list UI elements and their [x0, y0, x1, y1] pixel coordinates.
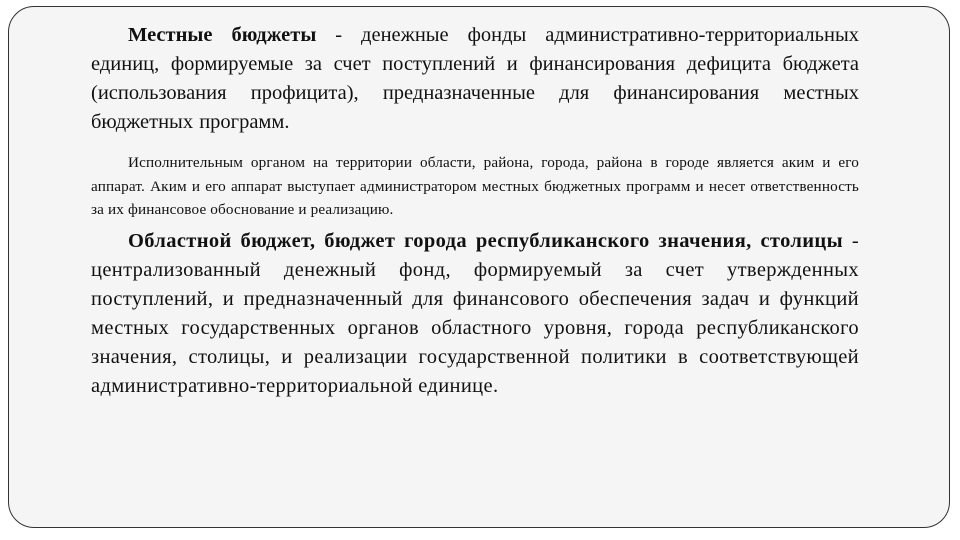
definition-regional-budget: - централизованный денежный фонд, формируемый за счет утвержденных поступлений, и предназначенный для финансового обеспечения задач и функций местных государственных органов областного уровня, города республиканского значения, столицы, и реализации государственной политики в соответствующей административно-территориальной единице.: [91, 229, 859, 397]
paragraph-regional-budget: [91, 227, 859, 401]
paragraph-local-budgets: [91, 21, 859, 137]
definition-local-budgets: - денежные фонды административно-территориальных единиц, формируемые за счет поступлений и финансирования дефицита бюджета (использования профицита), предназначенные для финансирования местных бюджетных программ.: [91, 24, 859, 133]
text-executive-body: Исполнительным органом на территории области, района, города, района в городе является аким и его аппарат. Аким и его аппарат выступает администратором местных бюджетных программ и несет ответственность за их финансовое обоснование и реализацию.: [91, 154, 859, 218]
term-local-budgets: Местные бюджеты: [128, 24, 317, 46]
slide-content: [91, 21, 859, 401]
paragraph-executive-body: [91, 151, 859, 222]
term-regional-budget: Областной бюджет, бюджет города республиканского значения, столицы: [128, 229, 843, 252]
